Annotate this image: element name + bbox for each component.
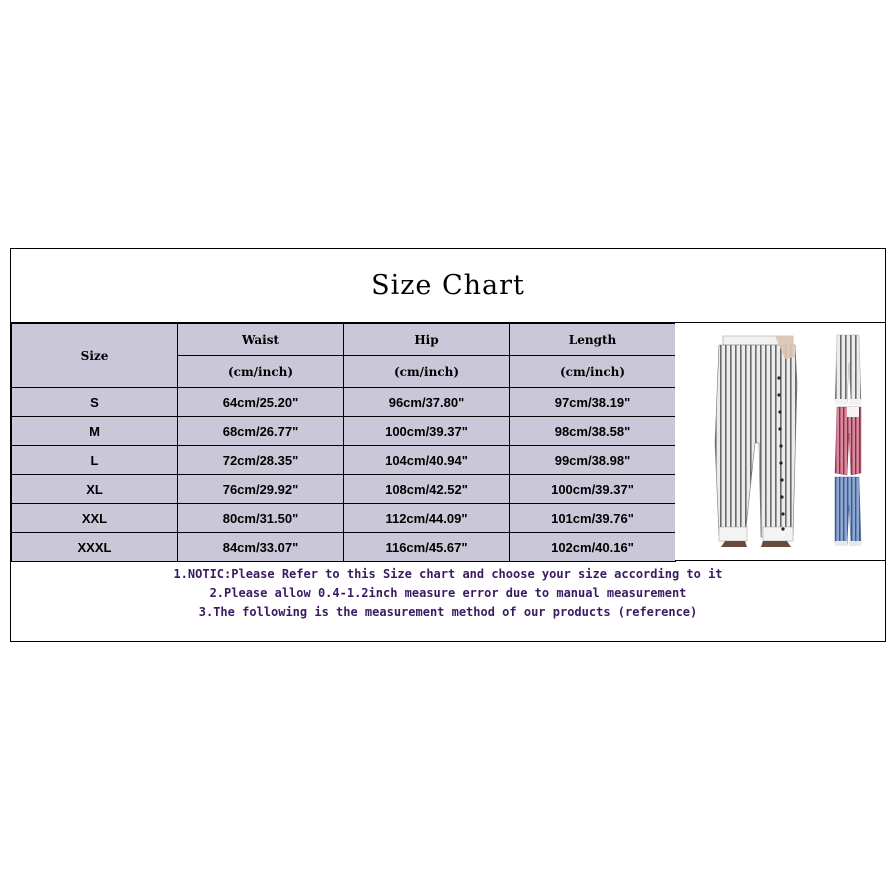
size-cell: M [12, 417, 178, 446]
waist-cell: 72cm/28.35" [178, 446, 344, 475]
product-photo [675, 323, 885, 561]
table-row [12, 475, 676, 504]
main-pants-image [715, 336, 797, 547]
length-cell: 101cm/39.76" [510, 504, 676, 533]
chart-title: Size Chart [371, 270, 525, 301]
notes-section [11, 561, 885, 641]
header-row [12, 324, 676, 356]
size-cell: L [12, 446, 178, 475]
size-cell: XXXL [12, 533, 178, 562]
note-line: 2.Please allow 0.4-1.2inch measure error due to manual measurement [209, 586, 687, 600]
hip-cell: 112cm/44.09" [344, 504, 510, 533]
white-variant-image [835, 335, 861, 405]
length-column-header: Length [510, 324, 676, 356]
blue-variant-image [835, 477, 861, 546]
hip-cell: 116cm/45.67" [344, 533, 510, 562]
size-chart [10, 248, 886, 642]
waist-cell: 80cm/31.50" [178, 504, 344, 533]
table-row [12, 446, 676, 475]
length-cell: 98cm/38.58" [510, 417, 676, 446]
hip-unit: (cm/inch) [344, 356, 510, 388]
hip-cell: 104cm/40.94" [344, 446, 510, 475]
table-row [12, 417, 676, 446]
hip-cell: 108cm/42.52" [344, 475, 510, 504]
title-row [11, 249, 885, 323]
size-cell: S [12, 388, 178, 417]
waist-cell: 76cm/29.92" [178, 475, 344, 504]
waist-cell: 68cm/26.77" [178, 417, 344, 446]
pants-illustration [675, 323, 885, 560]
red-variant-image [835, 407, 861, 475]
table-row [12, 388, 676, 417]
table-row [12, 533, 676, 562]
length-unit: (cm/inch) [510, 356, 676, 388]
size-column-header: Size [12, 324, 178, 388]
size-cell: XL [12, 475, 178, 504]
waist-cell: 64cm/25.20" [178, 388, 344, 417]
table-row [12, 504, 676, 533]
length-cell: 100cm/39.37" [510, 475, 676, 504]
hip-cell: 96cm/37.80" [344, 388, 510, 417]
waist-unit: (cm/inch) [178, 356, 344, 388]
note-line: 1.NOTIC:Please Refer to this Size chart and choose your size according to it [173, 567, 723, 581]
size-cell: XXL [12, 504, 178, 533]
note-line: 3.The following is the measurement method of our products (reference) [198, 605, 698, 619]
length-cell: 99cm/38.98" [510, 446, 676, 475]
waist-column-header: Waist [178, 324, 344, 356]
hip-cell: 100cm/39.37" [344, 417, 510, 446]
waist-cell: 84cm/33.07" [178, 533, 344, 562]
size-table [11, 323, 676, 562]
length-cell: 102cm/40.16" [510, 533, 676, 562]
hip-column-header: Hip [344, 324, 510, 356]
length-cell: 97cm/38.19" [510, 388, 676, 417]
